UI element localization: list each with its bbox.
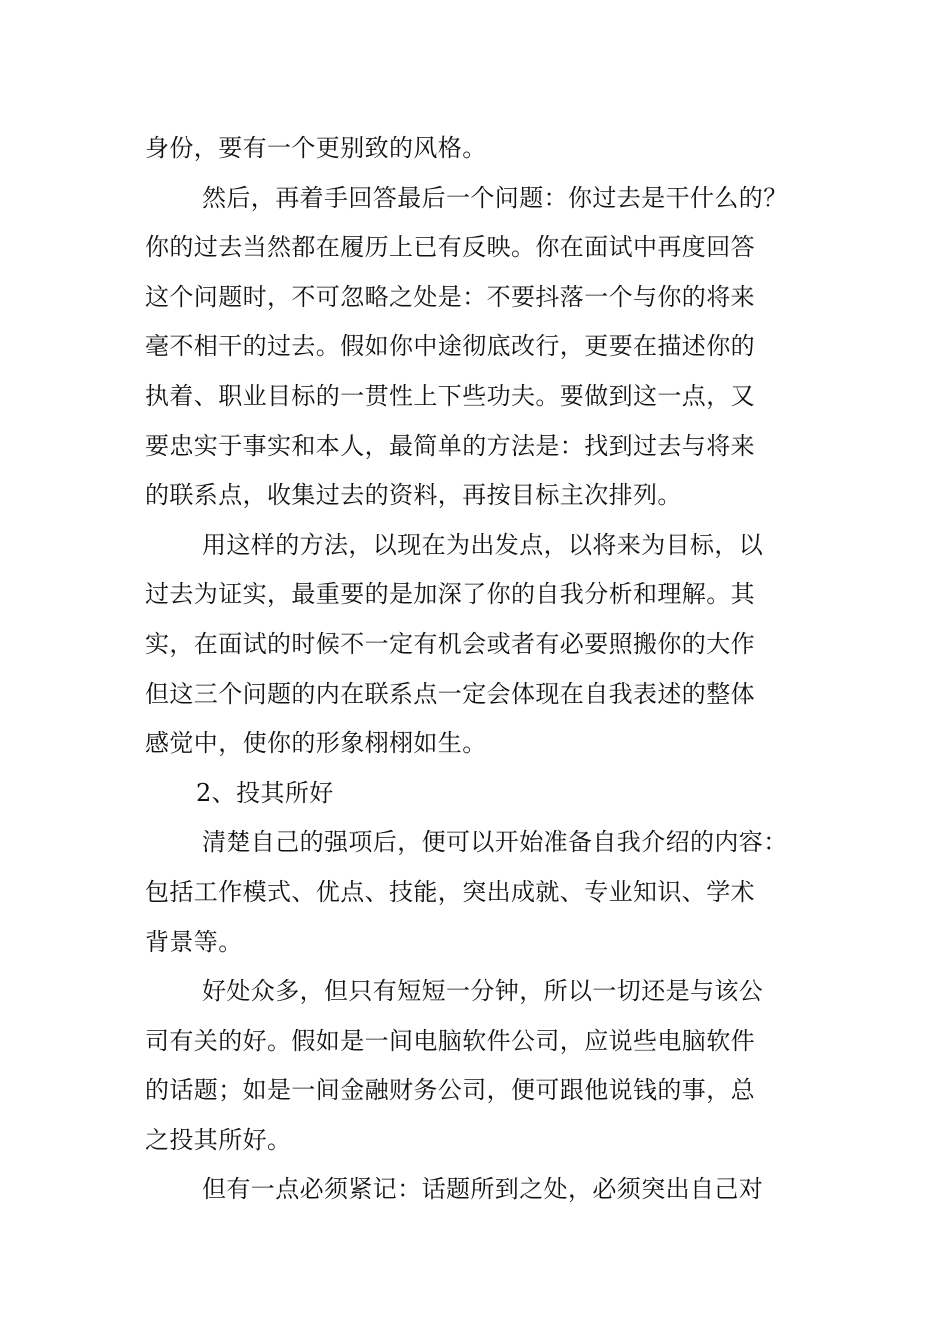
text-line: 清楚自己的强项后，便可以开始准备自我介绍的内容： — [202, 828, 788, 857]
text-line: 之投其所好。 — [145, 1125, 292, 1154]
text-line: 实，在面试的时候不一定有机会或者有必要照搬你的大作 — [145, 629, 755, 658]
text-line: 背景等。 — [145, 927, 243, 956]
text-line: 但这三个问题的内在联系点一定会体现在自我表述的整体 — [145, 679, 755, 708]
text-line: 用这样的方法，以现在为出发点，以将来为目标，以 — [202, 530, 764, 559]
text-line: 毫不相干的过去。假如你中途彻底改行，更要在描述你的 — [145, 332, 755, 361]
document-body — [145, 124, 811, 1215]
text-line: 感觉中，使你的形象栩栩如生。 — [145, 729, 487, 758]
text-line: 但有一点必须紧记：话题所到之处，必须突出自己对 — [202, 1175, 764, 1204]
text-line: 执着、职业目标的一贯性上下些功夫。要做到这一点，又 — [145, 381, 755, 410]
text-line: 包括工作模式、优点、技能，突出成就、专业知识、学术 — [145, 877, 755, 906]
section-heading: 2、投其所好 — [196, 778, 334, 807]
text-line: 好处众多，但只有短短一分钟，所以一切还是与该公 — [202, 977, 764, 1006]
text-line: 的话题；如是一间金融财务公司，便可跟他说钱的事，总 — [145, 1076, 755, 1105]
text-line: 你的过去当然都在履历上已有反映。你在面试中再度回答 — [145, 233, 755, 262]
text-line: 这个问题时，不可忽略之处是：不要抖落一个与你的将来 — [145, 282, 755, 311]
text-line: 的联系点，收集过去的资料，再按目标主次排列。 — [145, 481, 682, 510]
text-line: 然后，再着手回答最后一个问题：你过去是干什么的？ — [202, 183, 788, 212]
text-line: 身份，要有一个更别致的风格。 — [145, 134, 487, 162]
text-line: 要忠实于事实和本人，最简单的方法是：找到过去与将来 — [145, 431, 755, 460]
text-line: 司有关的好。假如是一间电脑软件公司，应说些电脑软件 — [145, 1026, 755, 1055]
text-line: 过去为证实，最重要的是加深了你的自我分析和理解。其 — [145, 580, 755, 609]
